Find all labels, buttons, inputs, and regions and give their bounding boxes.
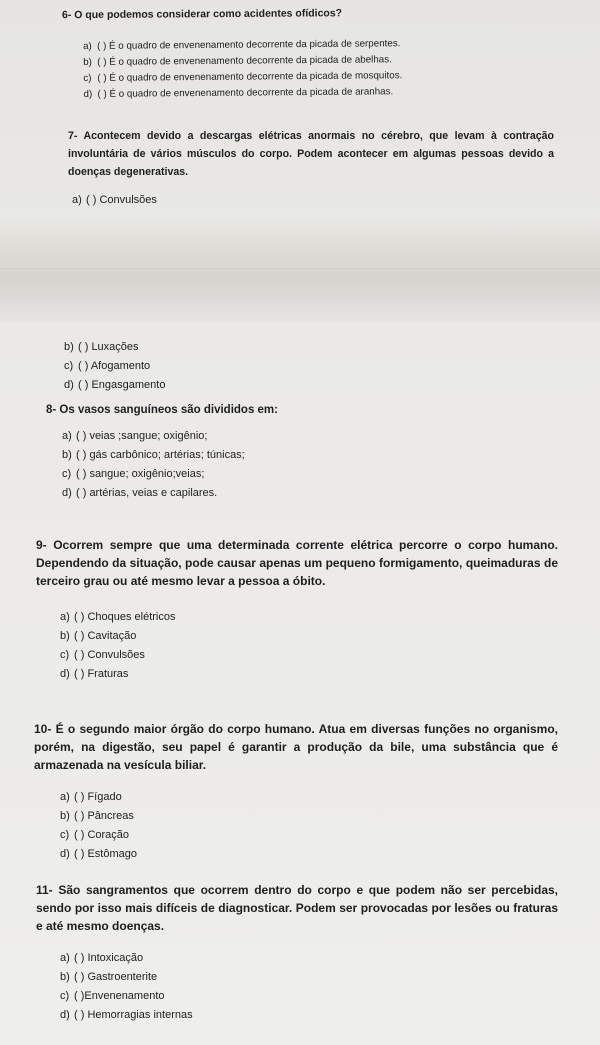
photo-fold-band <box>0 222 600 322</box>
question-9-title: 9- Ocorrem sempre que uma determinada corrente elétrica percorre o corpo humano. Dependendo da situação, pode causar apenas um pequeno formigamento, queimaduras de terceiro grau ou até mesmo levar a pessoa a óbito. <box>36 538 558 588</box>
question-8-option-b[interactable]: b) ( ) gás carbônico; artérias; túnicas; <box>62 449 245 461</box>
question-7-title: 7- Acontecem devido a descargas elétricas anormais no cérebro, que levam à contração involuntária de vários músculos do corpo. Podem acontecer em algumas pessoas devido a doenças degenerativas. <box>68 130 554 178</box>
question-6 <box>0 6 600 103</box>
question-8-option-d[interactable]: d) ( ) artérias, veias e capilares. <box>62 487 218 499</box>
question-6-title: 6- O que podemos considerar como acidentes ofídicos? <box>61 7 343 22</box>
question-7-option-c[interactable]: c) ( ) Afogamento <box>64 360 151 372</box>
question-11-option-c[interactable]: c) ( )Envenenamento <box>60 990 165 1002</box>
question-7-option-b[interactable]: b) ( ) Luxações <box>64 341 139 353</box>
question-9-option-b[interactable]: b) ( ) Cavitação <box>60 630 137 642</box>
question-7 <box>0 127 600 210</box>
question-10-option-a[interactable]: a) ( ) Fígado <box>60 791 122 803</box>
question-6-option-d[interactable]: d) ( ) É o quadro de envenenamento decorrente da picada de aranhas. <box>83 86 394 100</box>
question-9-option-c[interactable]: c) ( ) Convulsões <box>60 649 145 661</box>
question-8 <box>0 402 600 503</box>
question-9-option-a[interactable]: a) ( ) Choques elétricos <box>60 611 176 623</box>
question-10 <box>0 720 600 864</box>
question-11-option-b[interactable]: b) ( ) Gastroenterite <box>60 971 158 983</box>
question-6-option-a[interactable]: a) ( ) É o quadro de envenenamento decorrente da picada de serpentes. <box>83 38 401 52</box>
question-8-option-a[interactable]: a) ( ) veias ;sangue; oxigênio; <box>62 430 208 442</box>
question-7-continued <box>0 338 600 395</box>
question-10-option-d[interactable]: d) ( ) Estômago <box>60 848 137 860</box>
question-6-option-b[interactable]: b) ( ) É o quadro de envenenamento decorrente da picada de abelhas. <box>83 54 392 68</box>
photo-fold-line <box>0 268 600 269</box>
question-8-option-c[interactable]: c) ( ) sangue; oxigênio;veias; <box>62 468 205 480</box>
question-9-option-d[interactable]: d) ( ) Fraturas <box>60 668 129 680</box>
question-11-option-d[interactable]: d) ( ) Hemorragias internas <box>60 1009 193 1021</box>
question-9 <box>0 536 600 684</box>
question-11-option-a[interactable]: a) ( ) Intoxicação <box>60 952 144 964</box>
question-10-option-b[interactable]: b) ( ) Pâncreas <box>60 810 134 822</box>
question-8-title: 8- Os vasos sanguíneos são divididos em: <box>46 404 278 416</box>
question-11-title: 11- São sangramentos que ocorrem dentro do corpo e que podem não ser percebidas, sendo por isso mais difíceis de diagnosticar. Podem ser provocadas por lesões ou fraturas e até mesmo doenças. <box>36 883 558 933</box>
question-11 <box>0 881 600 1025</box>
question-10-title: 10- É o segundo maior órgão do corpo humano. Atua em diversas funções no organismo, porém, na digestão, seu papel é garantir a produção da bile, uma substância que é armazenada na vesícula biliar. <box>34 722 558 772</box>
question-7-option-d[interactable]: d) ( ) Engasgamento <box>64 379 166 391</box>
question-6-option-c[interactable]: c) ( ) É o quadro de envenenamento decorrente da picada de mosquitos. <box>83 70 403 84</box>
question-10-option-c[interactable]: c) ( ) Coração <box>60 829 130 841</box>
question-7-option-a[interactable]: a) ( ) Convulsões <box>72 194 157 206</box>
